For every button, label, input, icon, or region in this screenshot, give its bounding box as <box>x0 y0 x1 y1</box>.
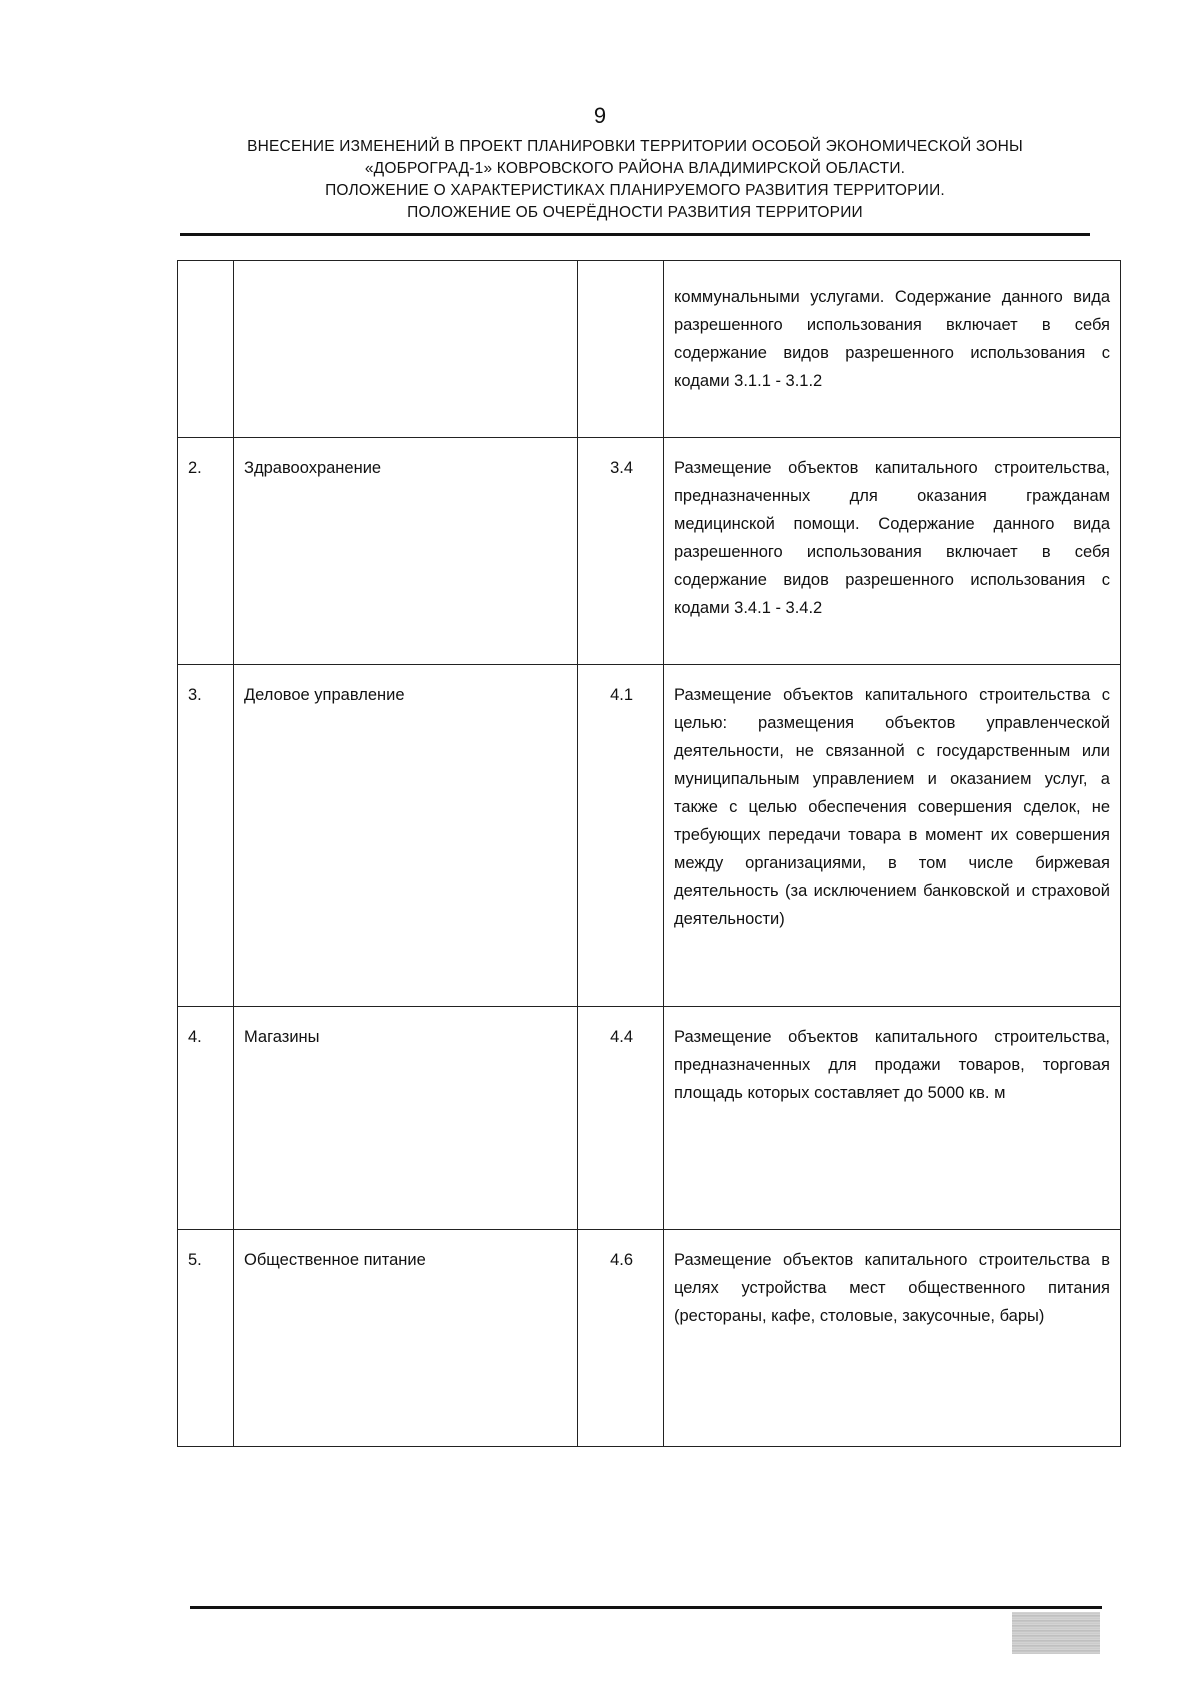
row-number-cell: 2. <box>178 438 234 665</box>
header-line: ВНЕСЕНИЕ ИЗМЕНЕНИЙ В ПРОЕКТ ПЛАНИРОВКИ ТЕРРИТОРИИ ОСОБОЙ ЭКОНОМИЧЕСКОЙ ЗОНЫ <box>247 138 1023 155</box>
page-number: 9 <box>593 103 607 128</box>
row-number-cell: 4. <box>178 1007 234 1230</box>
table-row <box>178 665 1121 1007</box>
use-code-cell: 4.6 <box>578 1230 664 1447</box>
use-name-cell: Общественное питание <box>234 1230 578 1447</box>
header-line: «ДОБРОГРАД-1» КОВРОВСКОГО РАЙОНА ВЛАДИМИРСКОЙ ОБЛАСТИ. <box>364 160 906 177</box>
use-description-cell: коммунальными услугами. Содержание данного вида разрешенного использования включает в себя содержание видов разрешенного использования с кодами 3.1.1 - 3.1.2 <box>664 261 1121 438</box>
use-code-cell: 4.1 <box>578 665 664 1007</box>
row-number-cell <box>178 261 234 438</box>
use-code-cell: 4.4 <box>578 1007 664 1230</box>
use-description-cell: Размещение объектов капитального строительства с целью: размещения объектов управленческой деятельности, не связанной с государственным или муниципальным управлением и оказанием услуг, а также с целью обеспечения совершения сделок, не требующих передачи товара в момент их совершения между организациями, в том числе биржевая деятельность (за исключением банковской и страховой деятельности) <box>664 665 1121 1007</box>
land-use-table <box>177 260 1121 1447</box>
header-line: ПОЛОЖЕНИЕ ОБ ОЧЕРЁДНОСТИ РАЗВИТИЯ ТЕРРИТОРИИ <box>407 204 863 221</box>
table-row <box>178 1230 1121 1447</box>
table-row <box>178 261 1121 438</box>
use-name-cell: Деловое управление <box>234 665 578 1007</box>
row-number-cell: 5. <box>178 1230 234 1447</box>
use-code-cell <box>578 261 664 438</box>
use-description-cell: Размещение объектов капитального строительства, предназначенных для продажи товаров, торговая площадь которых составляет до 5000 кв. м <box>664 1007 1121 1230</box>
table-row <box>178 438 1121 665</box>
header-line: ПОЛОЖЕНИЕ О ХАРАКТЕРИСТИКАХ ПЛАНИРУЕМОГО РАЗВИТИЯ ТЕРРИТОРИИ. <box>325 182 945 199</box>
use-description-cell: Размещение объектов капитального строительства, предназначенных для оказания гражданам медицинской помощи. Содержание данного вида разрешенного использования включает в себя содержание видов разрешенного использования с кодами 3.4.1 - 3.4.2 <box>664 438 1121 665</box>
header-divider <box>180 233 1090 236</box>
use-code-cell: 3.4 <box>578 438 664 665</box>
use-description-cell: Размещение объектов капитального строительства в целях устройства мест общественного питания (рестораны, кафе, столовые, закусочные, бары) <box>664 1230 1121 1447</box>
document-header <box>180 136 1090 224</box>
use-name-cell: Магазины <box>234 1007 578 1230</box>
footer-divider <box>190 1606 1102 1609</box>
row-number-cell: 3. <box>178 665 234 1007</box>
use-name-cell: Здравоохранение <box>234 438 578 665</box>
use-name-cell <box>234 261 578 438</box>
table-row <box>178 1007 1121 1230</box>
scan-artifact-mark <box>1012 1612 1100 1654</box>
